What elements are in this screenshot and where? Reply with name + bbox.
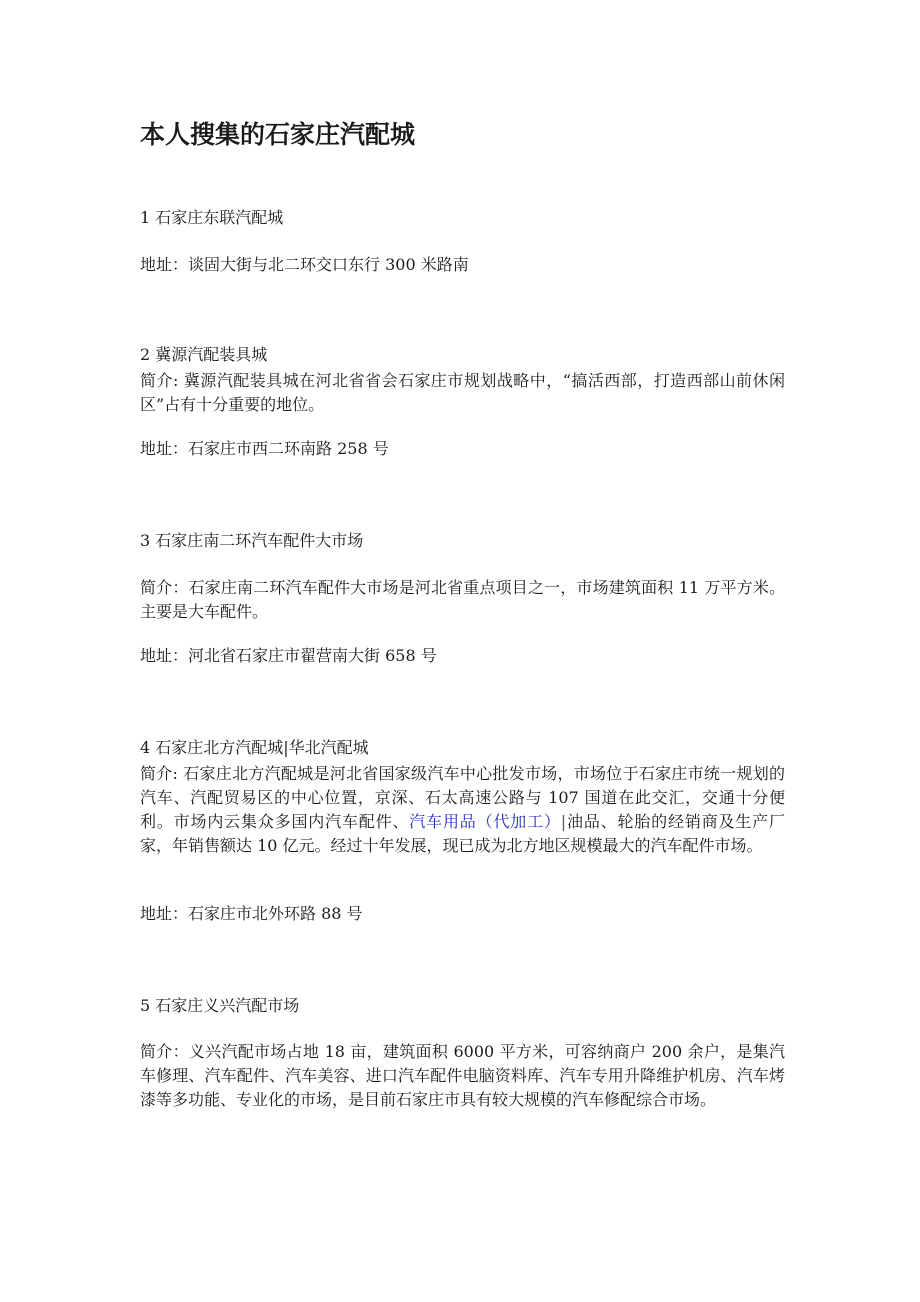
auto-supplies-link[interactable]: 汽车用品（代加工） [409,812,561,831]
market-5-name: 5 石家庄义兴汽配市场 [140,996,300,1015]
market-4-intro-text-cont: 油品、轮胎的经销商及生产厂家，年销售额达 10 亿元。经过十年发展，现已成为北方地区规模最大的汽车配件市场。 [140,812,785,855]
market-2-address: 地址：石家庄市西二环南路 258 号 [140,439,389,458]
market-3-intro: 简介：石家庄南二环汽车配件大市场是河北省重点项目之一，市场建筑面积 11 万平方米。主要是大车配件。 [140,578,785,621]
market-1-name: 1 石家庄东联汽配城 [140,208,284,227]
market-2-name: 2 冀源汽配装具城 [140,345,268,364]
market-4-name: 4 石家庄北方汽配城|华北汽配城 [140,738,369,757]
market-2-intro: 简介: 冀源汽配装具城在河北省省会石家庄市规划战略中，“搞活西部，打造西部山前休闲区”占有十分重要的地位。 [140,371,785,414]
market-4-address: 地址：石家庄市北外环路 88 号 [140,904,363,923]
separator: | [560,812,567,831]
market-3-name: 3 石家庄南二环汽车配件大市场 [140,531,364,550]
market-3-address: 地址：河北省石家庄市翟营南大街 658 号 [140,646,437,665]
market-4-intro-text: 简介: 石家庄北方汽配城是河北省国家级汽车中心批发市场，市场位于石家庄市统一规划的汽车、汽配贸易区的中心位置，京深、石太高速公路与 107 国道在此交汇，交通十分便利。市场内云集众多国内汽车配件、 [140,764,785,831]
market-5-intro: 简介：义兴汽配市场占地 18 亩，建筑面积 6000 平方米，可容纳商户 200 余户，是集汽车修理、汽车配件、汽车美容、进口汽车配件电脑资料库、汽车专用升降维护机房、汽车烤漆等多功能、专业化的市场，是目前石家庄市具有较大规模的汽车修配综合市场。 [140,1042,785,1109]
market-1-address: 地址：谈固大街与北二环交口东行 300 米路南 [140,255,469,274]
market-4-intro [140,762,785,858]
page-title: 本人搜集的石家庄汽配城 [140,120,416,149]
